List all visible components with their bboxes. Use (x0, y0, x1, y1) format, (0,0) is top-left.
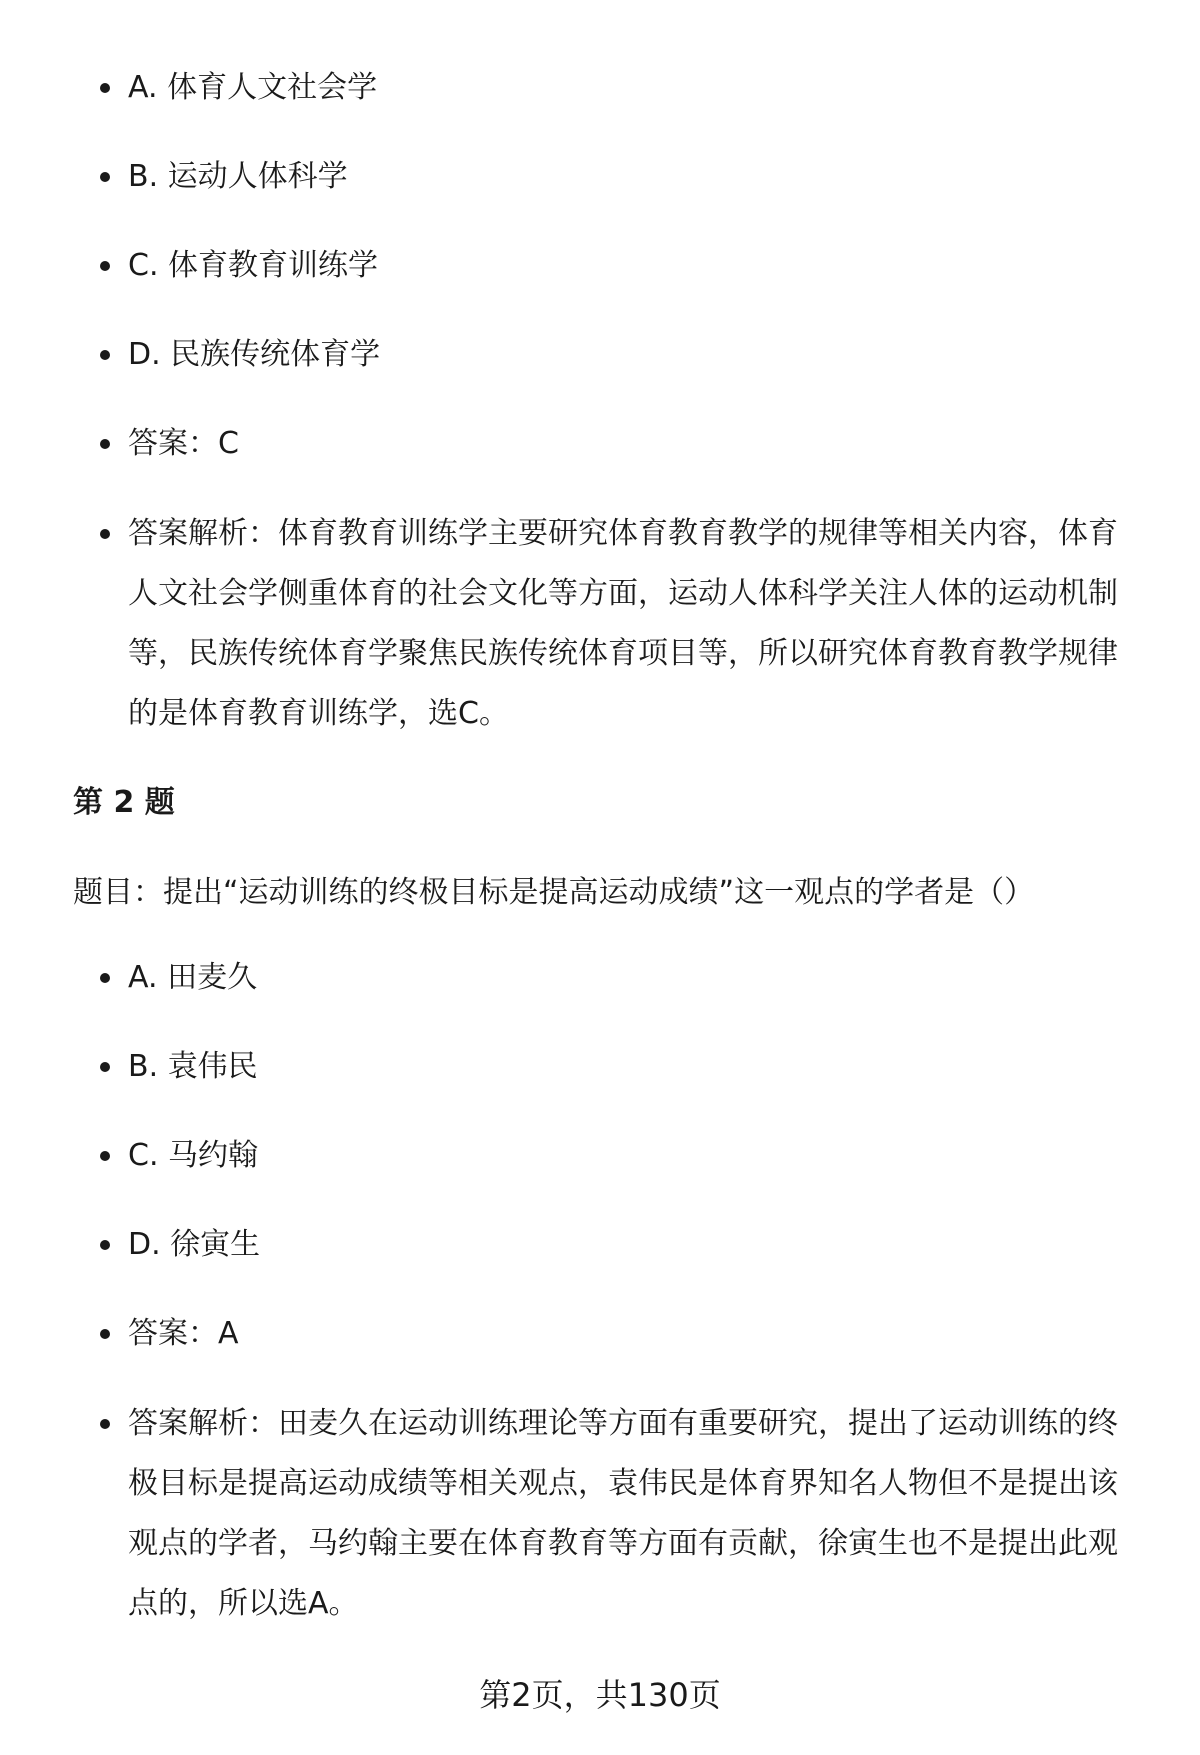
q1-explanation: 答案解析：体育教育训练学主要研究体育教育教学的规律等相关内容，体育人文社会学侧重体育的社会文化等方面，运动人体科学关注人体的运动机制等，民族传统体育学聚焦民族传统体育项目等，所以研究体育教育教学规律的是体育教育训练学，选C。 (128, 504, 1140, 744)
q2-option-c: C. 马约翰 (128, 1126, 1140, 1186)
q2-answer: 答案：A (128, 1304, 1140, 1364)
q2-heading: 第 2 题 (73, 785, 175, 820)
q1-option-b: B. 运动人体科学 (128, 147, 1140, 207)
q2-option-a: A. 田麦久 (128, 948, 1140, 1008)
q2-explanation: 答案解析：田麦久在运动训练理论等方面有重要研究，提出了运动训练的终极目标是提高运动成绩等相关观点，袁伟民是体育界知名人物但不是提出该观点的学者，马约翰主要在体育教育等方面有贡献，徐寅生也不是提出此观点的，所以选A。 (128, 1394, 1140, 1634)
q1-answer: 答案：C (128, 414, 1140, 474)
q2-option-b: B. 袁伟民 (128, 1037, 1140, 1097)
page-footer: 第2页，共130页 (479, 1676, 721, 1714)
q2-question: 题目：提出“运动训练的终极目标是提高运动成绩”这一观点的学者是（） (73, 875, 1035, 910)
q1-option-a: A. 体育人文社会学 (128, 58, 1140, 118)
q1-option-c: C. 体育教育训练学 (128, 236, 1140, 296)
q2-option-d: D. 徐寅生 (128, 1215, 1140, 1275)
q1-option-d: D. 民族传统体育学 (128, 325, 1140, 385)
